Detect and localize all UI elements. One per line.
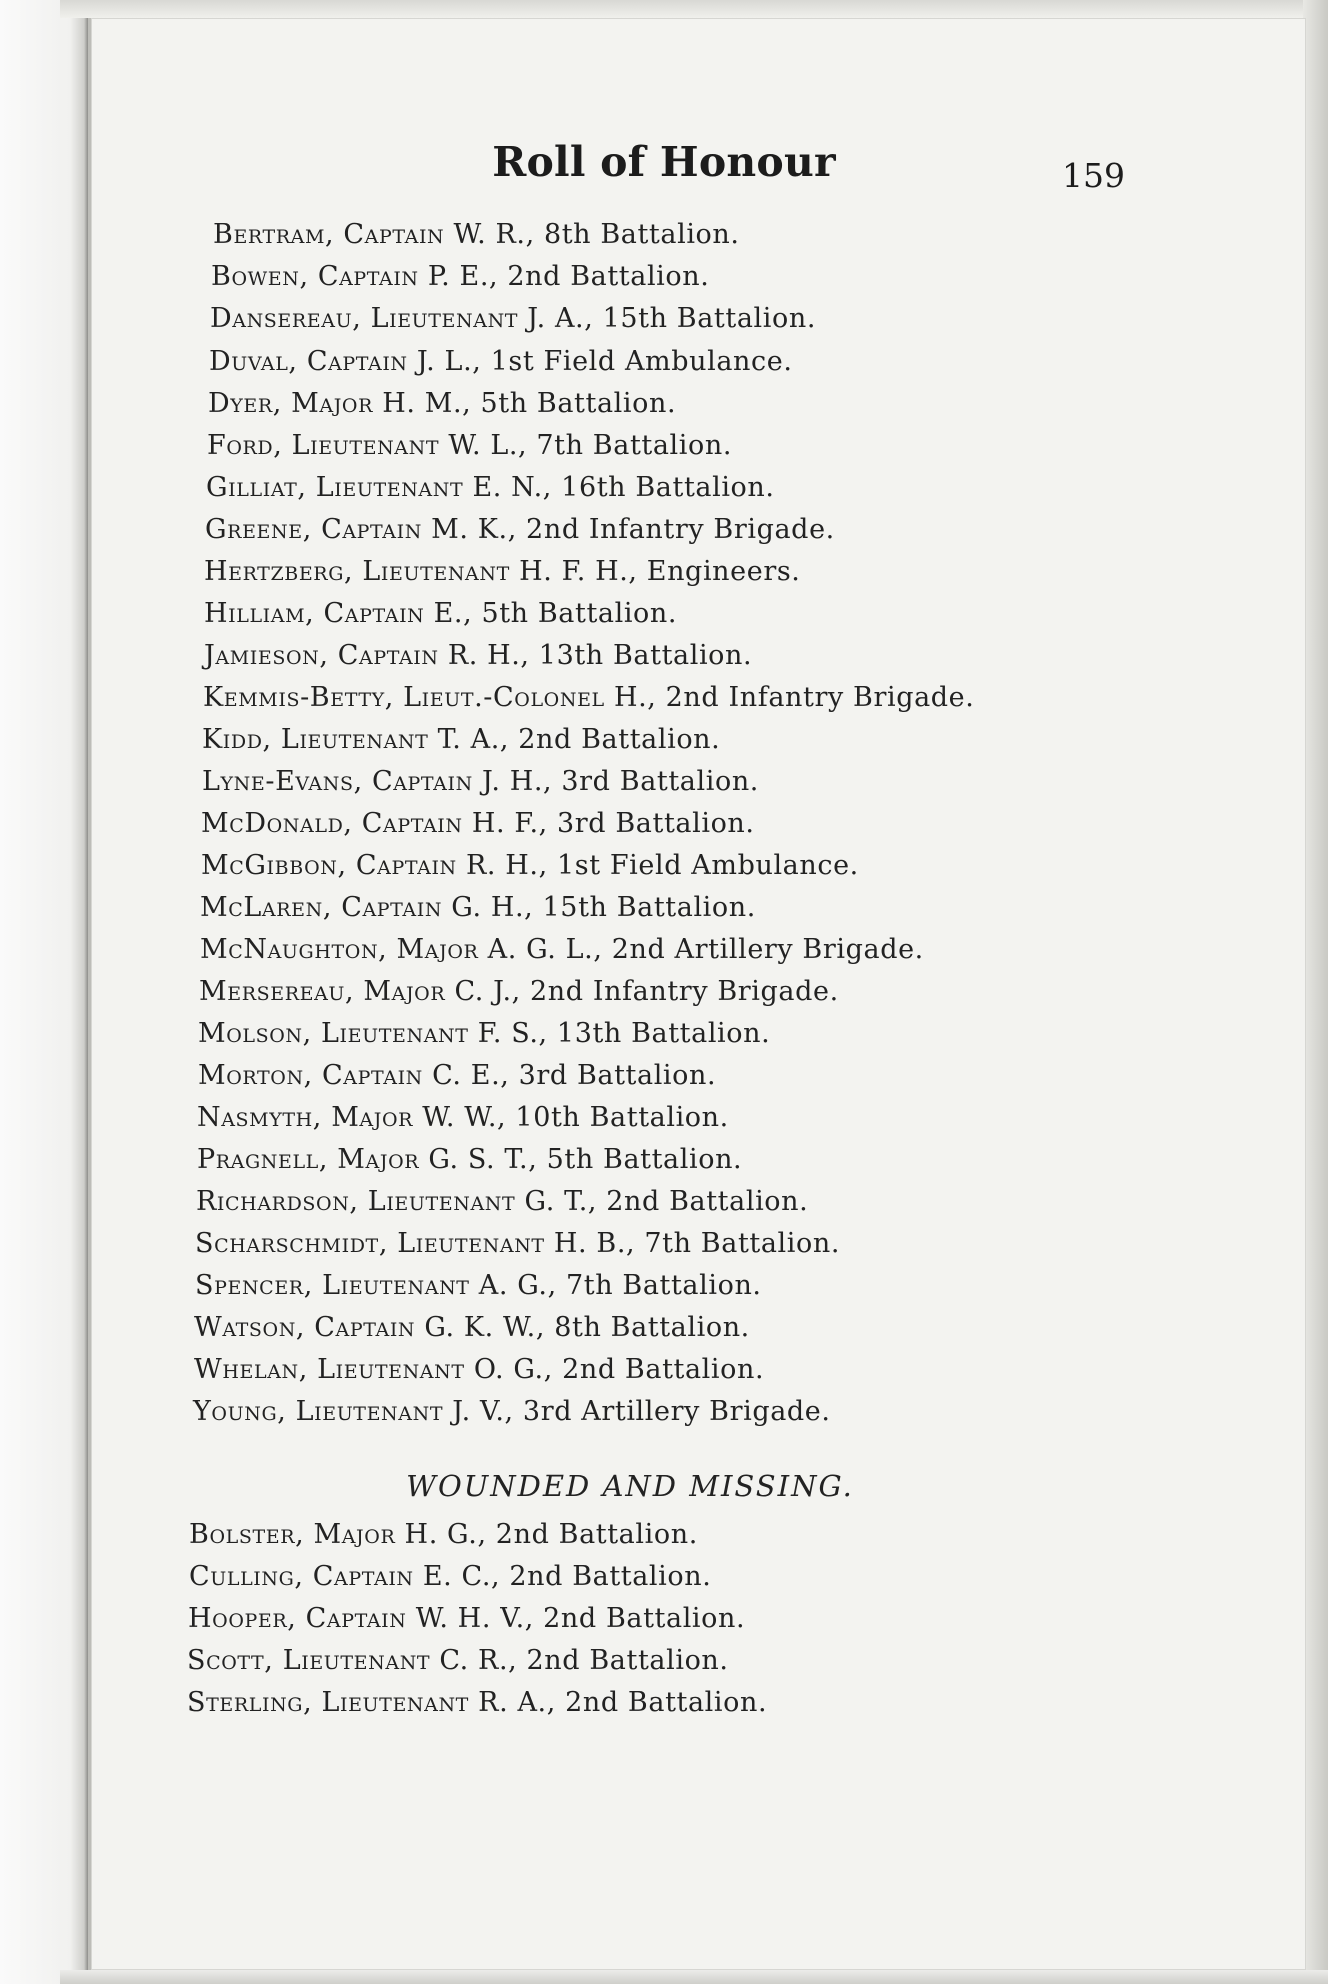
entry-rank: Major <box>313 1519 396 1550</box>
entry-rank: Lieutenant <box>280 724 429 755</box>
entry-surname: Young, <box>193 1396 287 1427</box>
entry-detail: W. R., 8th Battalion. <box>453 219 740 250</box>
entry-surname: McLaren, <box>200 892 333 923</box>
page-right-edge <box>1303 0 1328 1984</box>
list-item <box>200 934 924 966</box>
entry-detail: H. F., 3rd Battalion. <box>471 808 755 839</box>
list-item <box>187 1687 767 1719</box>
list-item <box>199 976 839 1008</box>
entry-surname: Watson, <box>194 1312 306 1343</box>
entry-rank: Lieutenant <box>295 1396 444 1427</box>
entry-detail: A. G. L., 2nd Artillery Brigade. <box>487 934 924 965</box>
entry-surname: Sterling, <box>187 1687 313 1718</box>
page-title: Roll of Honour <box>492 138 836 186</box>
entry-detail: W. W., 10th Battalion. <box>422 1102 729 1133</box>
entry-surname: Nasmyth, <box>197 1102 322 1133</box>
list-item <box>210 303 816 335</box>
entry-rank: Major <box>331 1102 414 1133</box>
entry-surname: Ford, <box>207 430 283 461</box>
entry-surname: Duval, <box>209 346 298 377</box>
entry-detail: T. A., 2nd Battalion. <box>437 724 721 755</box>
entry-rank: Captain <box>323 598 425 629</box>
page-top-edge <box>60 0 1328 18</box>
entry-detail: C. J., 2nd Infantry Brigade. <box>454 976 839 1007</box>
list-item <box>196 1186 808 1218</box>
entry-detail: O. G., 2nd Battalion. <box>473 1354 765 1385</box>
entry-surname: Morton, <box>198 1060 313 1091</box>
list-item <box>197 1144 742 1176</box>
list-item <box>203 682 974 714</box>
entry-detail: J. A., 15th Battalion. <box>527 303 817 334</box>
entry-detail: J. H., 3rd Battalion. <box>482 766 759 797</box>
entry-detail: H. F. H., Engineers. <box>519 556 801 587</box>
entry-surname: Greene, <box>205 514 312 545</box>
entry-surname: Dyer, <box>208 388 282 419</box>
list-item <box>193 1396 831 1428</box>
entry-detail: C. R., 2nd Battalion. <box>439 1645 729 1676</box>
entry-detail: J. V., 3rd Artillery Brigade. <box>452 1396 831 1427</box>
list-item <box>201 808 755 840</box>
list-item <box>200 892 756 924</box>
list-item <box>195 1270 762 1302</box>
entry-surname: McGibbon, <box>201 850 347 881</box>
entry-detail: E. C., 2nd Battalion. <box>422 1561 712 1592</box>
entry-rank: Captain <box>371 766 473 797</box>
entry-rank: Major <box>337 1144 420 1175</box>
section-heading: WOUNDED AND MISSING. <box>406 1469 854 1503</box>
entry-surname: Bolster, <box>189 1519 305 1550</box>
entry-detail: G. H., 15th Battalion. <box>451 892 756 923</box>
entry-surname: McDonald, <box>201 808 353 839</box>
entry-rank: Captain <box>337 640 439 671</box>
entry-rank: Captain <box>343 219 445 250</box>
entry-rank: Lieutenant <box>321 1018 469 1049</box>
entry-rank: Captain <box>312 1561 414 1592</box>
list-item <box>205 514 835 546</box>
entry-rank: Major <box>291 388 374 419</box>
list-item <box>194 1312 750 1344</box>
entry-surname: Scharschmidt, <box>195 1228 389 1259</box>
entry-detail: H. M., 5th Battalion. <box>382 388 677 419</box>
entry-detail: J. L., 1st Field Ambulance. <box>416 346 793 377</box>
entry-rank: Lieutenant <box>362 556 510 587</box>
list-item <box>198 1018 770 1050</box>
entry-detail: A. G., 7th Battalion. <box>478 1270 762 1301</box>
entry-rank: Captain <box>314 1312 416 1343</box>
entry-surname: Hertzberg, <box>204 556 354 587</box>
entry-rank: Captain <box>321 514 422 545</box>
entry-detail: G. T., 2nd Battalion. <box>524 1186 809 1217</box>
list-item <box>208 388 676 420</box>
entry-rank: Lieutenant <box>321 1687 469 1718</box>
entry-detail: M. K., 2nd Infantry Brigade. <box>431 514 835 545</box>
entry-surname: Whelan, <box>194 1354 308 1385</box>
entry-rank: Lieutenant <box>370 303 519 334</box>
entry-detail: E., 5th Battalion. <box>433 598 678 629</box>
entry-surname: Hooper, <box>188 1603 297 1634</box>
entry-rank: Lieutenant <box>367 1186 516 1217</box>
entry-rank: Lieutenant <box>291 430 440 461</box>
entry-rank: Captain <box>305 1603 407 1634</box>
entry-rank: Captain <box>361 808 463 839</box>
page-bottom-edge <box>60 1970 1328 1984</box>
entry-surname: Hilliam, <box>204 598 315 629</box>
entry-detail: G. S. T., 5th Battalion. <box>428 1144 743 1175</box>
entry-rank: Lieutenant <box>282 1645 431 1676</box>
list-item <box>198 1060 716 1092</box>
entry-surname: McNaughton, <box>200 934 388 965</box>
entry-detail: F. S., 13th Battalion. <box>477 1018 771 1049</box>
entry-surname: Kemmis-Betty, <box>203 682 394 713</box>
entry-detail: R. H., 13th Battalion. <box>447 640 753 671</box>
entry-rank: Captain <box>341 892 443 923</box>
entry-surname: Spencer, <box>195 1270 313 1301</box>
entry-surname: Scott, <box>187 1645 274 1676</box>
list-item <box>204 598 677 630</box>
list-item <box>195 1228 840 1260</box>
list-item <box>194 1354 764 1386</box>
entry-rank: Major <box>396 934 479 965</box>
entry-surname: Gilliat, <box>206 472 307 503</box>
entry-rank: Lieut.-Colonel <box>403 682 605 713</box>
entry-detail: R. A., 2nd Battalion. <box>478 1687 768 1718</box>
entry-surname: Bertram, <box>213 219 335 250</box>
entry-detail: W. H. V., 2nd Battalion. <box>415 1603 746 1634</box>
entry-detail: H., 2nd Infantry Brigade. <box>613 682 975 713</box>
entry-rank: Lieutenant <box>315 472 464 503</box>
list-item <box>189 1561 711 1593</box>
entry-surname: Pragnell, <box>197 1144 329 1175</box>
list-item <box>206 472 775 504</box>
entry-surname: Jamieson, <box>204 640 329 671</box>
entry-rank: Captain <box>306 346 408 377</box>
entry-rank: Captain <box>322 1060 423 1091</box>
list-item <box>189 1519 698 1551</box>
entry-surname: Lyne-Evans, <box>202 766 363 797</box>
list-item <box>201 850 859 882</box>
entry-detail: R. H., 1st Field Ambulance. <box>465 850 859 881</box>
entry-surname: Kidd, <box>202 724 272 755</box>
list-item <box>204 640 752 672</box>
entry-detail: P. E., 2nd Battalion. <box>427 261 710 292</box>
entry-detail: W. L., 7th Battalion. <box>448 430 733 461</box>
binding-strip <box>0 0 88 1984</box>
list-item <box>209 346 793 378</box>
entry-rank: Lieutenant <box>317 1354 465 1385</box>
entry-rank: Major <box>363 976 446 1007</box>
entry-detail: C. E., 3rd Battalion. <box>432 1060 717 1091</box>
list-item <box>187 1645 729 1677</box>
entry-detail: E. N., 16th Battalion. <box>472 472 775 503</box>
entry-surname: Bowen, <box>211 261 309 292</box>
entry-detail: G. K. W., 8th Battalion. <box>424 1312 750 1343</box>
entry-rank: Captain <box>355 850 457 881</box>
entry-surname: Richardson, <box>196 1186 359 1217</box>
entry-rank: Lieutenant <box>322 1270 470 1301</box>
entry-surname: Dansereau, <box>210 303 362 334</box>
entry-surname: Molson, <box>198 1018 312 1049</box>
entry-surname: Culling, <box>189 1561 304 1592</box>
page-number: 159 <box>1062 156 1125 195</box>
entry-rank: Lieutenant <box>397 1228 545 1259</box>
list-item <box>204 556 800 588</box>
list-item <box>211 261 709 293</box>
list-item <box>207 430 732 462</box>
entry-rank: Captain <box>317 261 419 292</box>
list-item <box>213 219 740 251</box>
list-item <box>202 724 720 756</box>
list-item <box>197 1102 729 1134</box>
list-item <box>202 766 759 798</box>
entry-detail: H. G., 2nd Battalion. <box>404 1519 698 1550</box>
entry-detail: H. B., 7th Battalion. <box>553 1228 841 1259</box>
list-item <box>188 1603 745 1635</box>
entry-surname: Mersereau, <box>199 976 355 1007</box>
